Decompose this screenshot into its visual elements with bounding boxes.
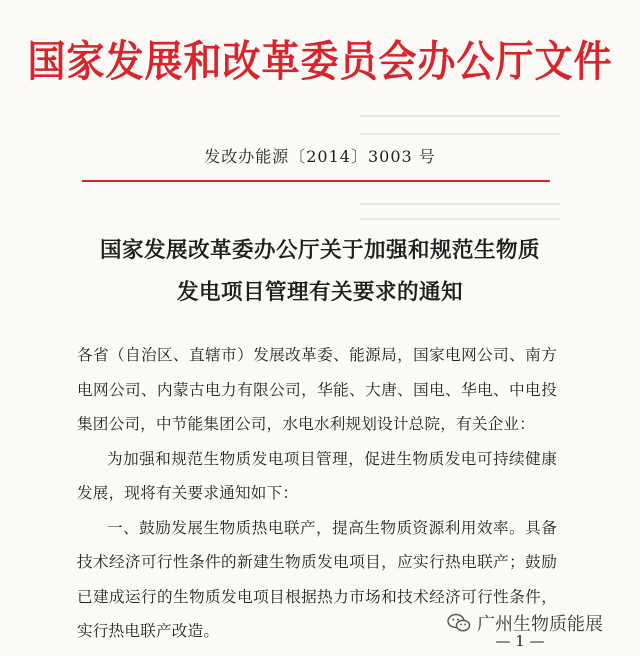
bleed-through-text [360, 200, 560, 210]
bleed-through-text [360, 215, 560, 225]
document-issuer-header: 国家发展和改革委员会办公厅文件 [27, 35, 613, 87]
title-line-1: 国家发展改革委办公厅关于加强和规范生物质 [99, 238, 540, 263]
page-number: — 1 — [495, 632, 545, 650]
title-line-2: 发电项目管理有关要求的通知 [176, 280, 463, 305]
document-body [77, 338, 557, 649]
bleed-through-text [360, 130, 560, 140]
body-paragraph-item-1: 一、鼓励发展生物质热电联产，提高生物质资源利用效率。具备技术经济可行性条件的新建生物质发电项目，应实行热电联产；鼓励已建成运行的生物质发电项目根据热力市场和技术经济可行性条件，实行热电联产改造。 [77, 518, 557, 640]
red-divider-line [82, 180, 550, 182]
body-paragraph-addressees: 各省（自治区、直辖市）发展改革委、能源局，国家电网公司、南方电网公司、内蒙古电力有限公司，华能、大唐、国电、华电、中电投集团公司，中节能集团公司，水电水利规划设计总院，有关企业： [77, 346, 557, 433]
body-paragraph-intro: 为加强和规范生物质发电项目管理，促进生物质发电可持续健康发展，现将有关要求通知如下： [77, 449, 557, 502]
bleed-through-text [360, 112, 560, 122]
watermark-text: 广州生物质能展 [477, 614, 603, 635]
document-title [0, 230, 640, 314]
document-number: 发改办能源〔2014〕3003 号 [204, 147, 436, 166]
wechat-icon [447, 613, 471, 633]
